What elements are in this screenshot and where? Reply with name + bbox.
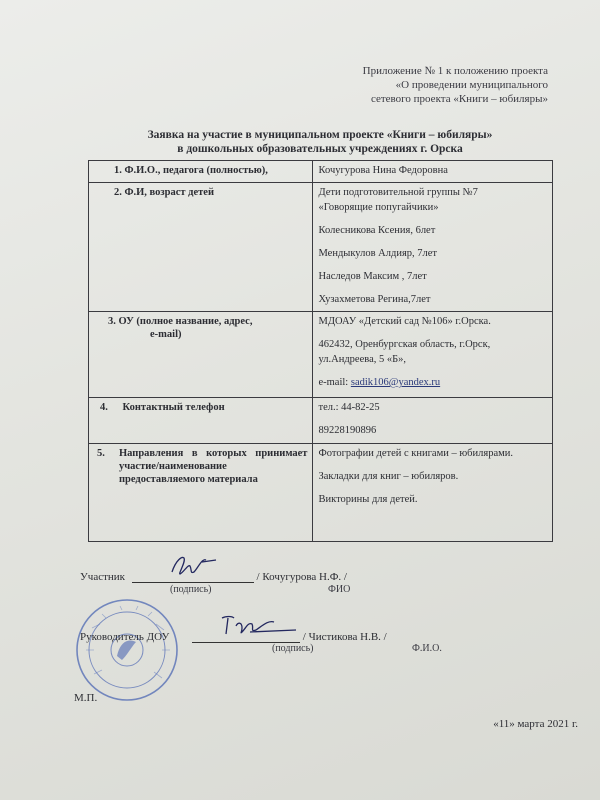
participant-name: / Кочугурова Н.Ф. /	[256, 571, 347, 583]
value-line: МДОАУ «Детский сад №106» г.Орска.	[318, 316, 491, 327]
row-number: 2.	[114, 187, 122, 198]
participant-label: Участник	[80, 571, 126, 583]
row-label-text: Контактный телефон	[122, 402, 225, 413]
appendix-line: сетевого проекта «Книги – юбиляры»	[370, 93, 548, 105]
handwritten-signature-icon	[192, 612, 312, 640]
row-number: 4.	[100, 402, 108, 413]
stamp-place-label: М.П.	[74, 692, 98, 704]
head-signature-row	[80, 628, 387, 643]
table-row	[89, 312, 553, 398]
document-date: «11» марта 2021 г.	[493, 718, 578, 730]
organization-stamp-icon	[72, 598, 182, 703]
value-line: Викторины для детей.	[318, 494, 418, 505]
row-value	[313, 312, 553, 398]
head-sign-caption: (подпись)	[272, 643, 314, 654]
appendix-line: «О проведении муниципального	[395, 79, 548, 91]
document-title	[120, 128, 520, 156]
row-number: 5.	[97, 448, 105, 459]
head-name: / Чистикова Н.В. /	[302, 631, 387, 643]
table-row	[89, 183, 553, 312]
value-line: Фотографии детей с книгами – юбилярами.	[318, 448, 514, 459]
value-line: «Говорящие попугайчики»	[318, 202, 439, 213]
participant-signature-row	[80, 568, 347, 583]
row-number: 3.	[108, 316, 116, 327]
value-line: Хузахметова Регина,7лет	[318, 294, 431, 305]
row-label-text: Ф.И.О., педагога (полностью),	[124, 165, 268, 176]
row-label-text: e-mail)	[150, 329, 182, 340]
row-value	[313, 183, 553, 312]
row-label	[89, 444, 313, 542]
head-signature-line[interactable]	[192, 628, 300, 643]
title-line: Заявка на участие в муниципальном проекте «Книги – юбиляры»	[147, 129, 493, 141]
appendix-line: Приложение № 1 к положению проекта	[362, 65, 548, 77]
row-label	[89, 312, 313, 398]
row-label	[89, 183, 313, 312]
participant-signature-line[interactable]	[132, 568, 254, 583]
email-line	[318, 376, 547, 389]
row-value	[313, 444, 553, 542]
value-line: Закладки для книг – юбиляров.	[318, 471, 459, 482]
value-line: 462432, Оренбургская область, г.Орск,	[318, 339, 491, 350]
value-line: Кочугурова Нина Федоровна	[318, 165, 448, 176]
head-fio-caption: Ф.И.О.	[412, 643, 442, 654]
row-number: 1.	[114, 165, 122, 176]
participant-fio-caption: ФИО	[328, 584, 351, 595]
row-value	[313, 161, 553, 183]
value-line: Наследов Максим , 7лет	[318, 271, 427, 282]
head-label: Руководитель ДОУ	[80, 631, 170, 643]
row-label-text: ОУ (полное название, адрес,	[118, 316, 253, 327]
table-row	[89, 444, 553, 542]
value-line: Мендыкулов Алдияр, 7лет	[318, 248, 438, 259]
value-line: Колесникова Ксения, 6лет	[318, 225, 436, 236]
row-label	[89, 161, 313, 183]
email-label: e-mail:	[318, 377, 351, 388]
value-line: ул.Андреева, 5 «Б»,	[318, 354, 407, 365]
appendix-header	[363, 64, 548, 106]
handwritten-signature-icon	[132, 554, 254, 580]
participant-sign-caption: (подпись)	[170, 584, 212, 595]
row-label-wrap	[97, 447, 307, 486]
application-table	[88, 160, 553, 542]
value-line: 89228190896	[318, 425, 377, 436]
row-label	[89, 398, 313, 444]
table-row	[89, 398, 553, 444]
title-line: в дошкольных образовательных учреждениях г. Орска	[177, 143, 463, 155]
email-link[interactable]: sadik106@yandex.ru	[350, 377, 441, 388]
table-row	[89, 161, 553, 183]
value-line: Дети подготовительной группы №7	[318, 187, 478, 198]
row-label-text: Направления в которых принимает участие/наименование предоставляемого материала	[119, 448, 308, 485]
row-label-text: Ф.И, возраст детей	[124, 187, 215, 198]
row-value	[313, 398, 553, 444]
value-line: тел.: 44-82-25	[318, 402, 380, 413]
